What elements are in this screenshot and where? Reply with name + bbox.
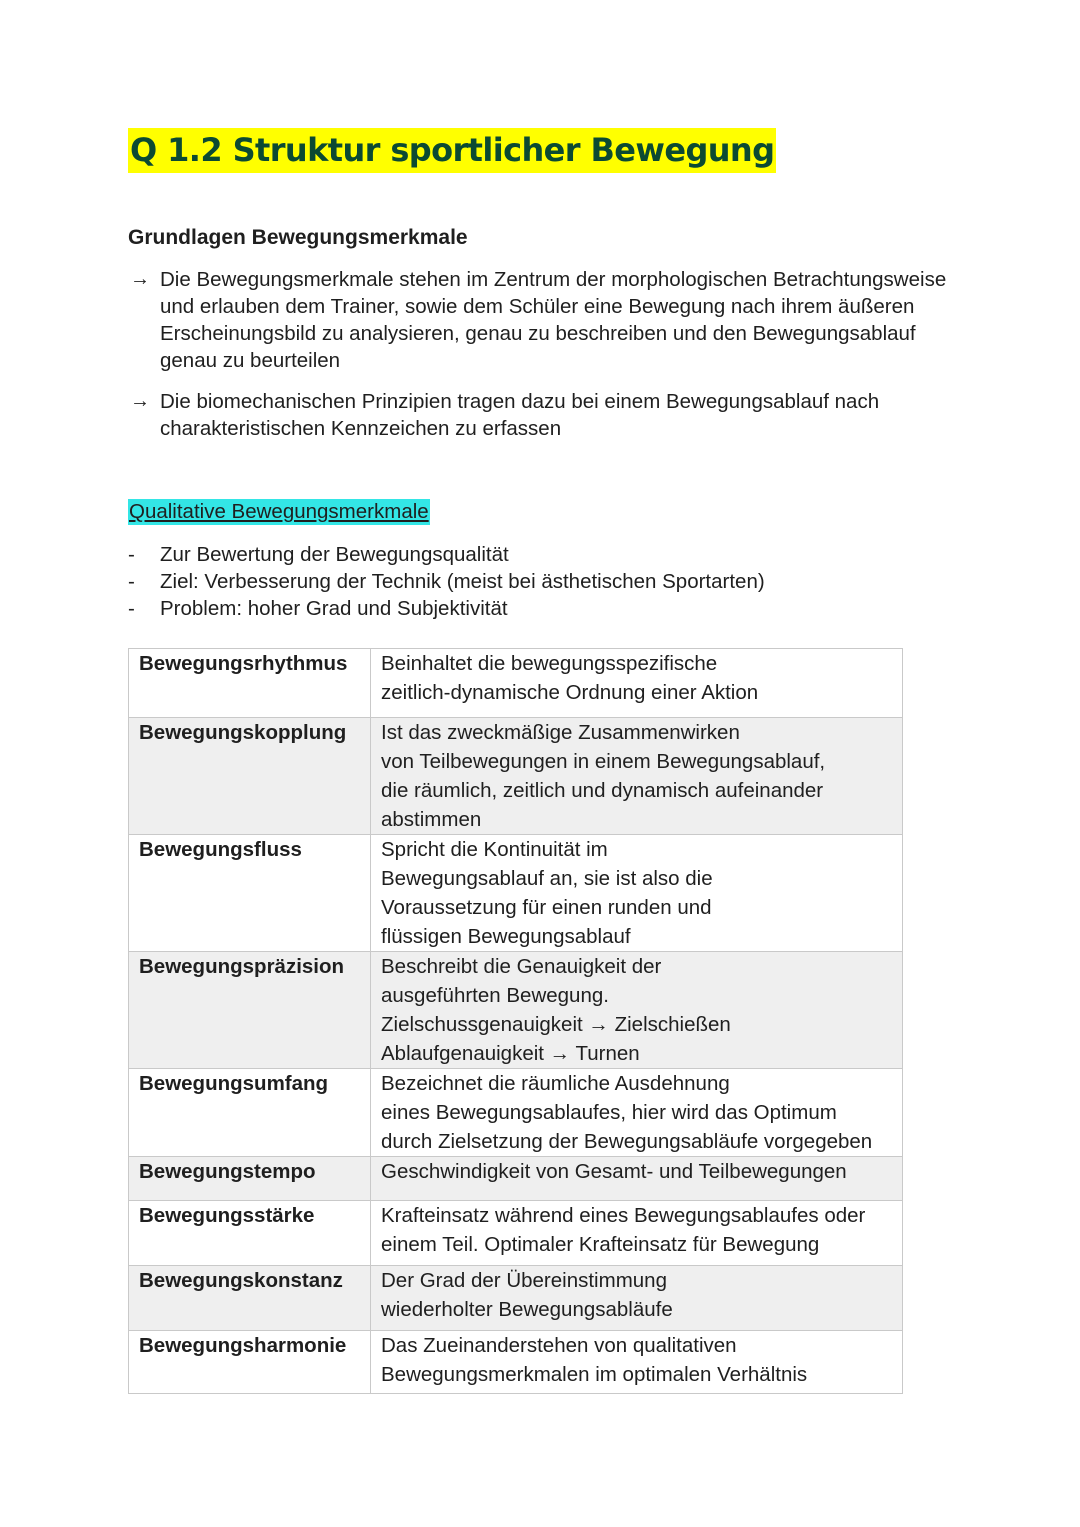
dash-point — [128, 541, 765, 568]
description-line: einem Teil. Optimaler Krafteinsatz für Bewegung — [381, 1233, 820, 1256]
description-line: zeitlich-dynamische Ordnung einer Aktion — [381, 681, 759, 704]
page-title: Q 1.2 Struktur sportlicher Bewegung — [128, 128, 776, 173]
description-line: flüssigen Bewegungsablauf — [381, 925, 631, 948]
description-line: Bezeichnet die räumliche Ausdehnung — [381, 1072, 730, 1095]
description-line: durch Zielsetzung der Bewegungsabläufe vorgegeben — [381, 1130, 873, 1153]
description-cell — [371, 1201, 903, 1266]
description-line: Bewegungsablauf an, sie ist also die — [381, 867, 713, 890]
section-heading: Grundlagen Bewegungsmerkmale — [128, 226, 468, 249]
term-cell: Bewegungsumfang — [129, 1069, 371, 1157]
table-row — [129, 649, 903, 718]
term-cell: Bewegungsstärke — [129, 1201, 371, 1266]
table-row — [129, 1331, 903, 1394]
description-line: Voraussetzung für einen runden und — [381, 896, 712, 919]
description-line: von Teilbewegungen in einem Bewegungsablauf, — [381, 750, 826, 773]
description-line: Spricht die Kontinuität im — [381, 838, 608, 861]
dash-point — [128, 568, 765, 595]
description-cell — [371, 952, 903, 1069]
arrow-point — [128, 388, 1018, 442]
table-row — [129, 1266, 903, 1331]
arrow-right-icon: → — [130, 268, 150, 290]
arrow-point-line: charakteristischen Kennzeichen zu erfassen — [160, 417, 562, 440]
description-line: Geschwindigkeit von Gesamt- und Teilbewegungen — [381, 1160, 847, 1183]
description-line: Krafteinsatz während eines Bewegungsablaufes oder — [381, 1204, 866, 1227]
merkmale-table — [128, 648, 903, 1394]
arrow-point-line: Erscheinungsbild zu analysieren, genau zu beschreiben und den Bewegungsablauf — [160, 322, 916, 345]
term-cell: Bewegungsharmonie — [129, 1331, 371, 1394]
arrow-point-line: Die biomechanischen Prinzipien tragen dazu bei einem Bewegungsablauf nach — [160, 390, 880, 413]
description-line: Der Grad der Übereinstimmung — [381, 1269, 667, 1292]
term-cell: Bewegungspräzision — [129, 952, 371, 1069]
table-row — [129, 835, 903, 952]
description-line: die räumlich, zeitlich und dynamisch aufeinander — [381, 779, 824, 802]
arrow-point — [128, 266, 1018, 374]
description-line: ausgeführten Bewegung. — [381, 984, 609, 1007]
description-line: Das Zueinanderstehen von qualitativen — [381, 1334, 737, 1357]
subheading: Qualitative Bewegungsmerkmale — [129, 500, 429, 523]
description-line: Bewegungsmerkmalen im optimalen Verhältnis — [381, 1363, 808, 1386]
description-cell — [371, 835, 903, 952]
dash-point-text: Problem: hoher Grad und Subjektivität — [160, 597, 508, 620]
term-cell: Bewegungstempo — [129, 1157, 371, 1201]
arrow-point-line: Die Bewegungsmerkmale stehen im Zentrum der morphologischen Betrachtungsweise — [160, 268, 947, 291]
description-cell — [371, 718, 903, 835]
dash-bullet: - — [128, 597, 135, 620]
term-cell: Bewegungsrhythmus — [129, 649, 371, 718]
arrow-point-line: genau zu beurteilen — [160, 349, 341, 372]
dash-point-text: Zur Bewertung der Bewegungsqualität — [160, 543, 509, 566]
description-cell — [371, 1331, 903, 1394]
term-cell: Bewegungskonstanz — [129, 1266, 371, 1331]
description-line: Beschreibt die Genauigkeit der — [381, 955, 662, 978]
term-cell: Bewegungsfluss — [129, 835, 371, 952]
arrow-point-line: und erlauben dem Trainer, sowie dem Schüler eine Bewegung nach ihrem äußeren — [160, 295, 915, 318]
description-line: wiederholter Bewegungsabläufe — [381, 1298, 673, 1321]
description-line: Ablaufgenauigkeit → Turnen — [381, 1042, 640, 1065]
description-line: Zielschussgenauigkeit → Zielschießen — [381, 1013, 731, 1036]
dash-list — [128, 541, 765, 622]
description-line: eines Bewegungsablaufes, hier wird das Optimum — [381, 1101, 837, 1124]
table-row — [129, 718, 903, 835]
description-line: Ist das zweckmäßige Zusammenwirken — [381, 721, 740, 744]
dash-bullet: - — [128, 570, 135, 593]
dash-bullet: - — [128, 543, 135, 566]
description-line: abstimmen — [381, 808, 482, 831]
dash-point-text: Ziel: Verbesserung der Technik (meist bei ästhetischen Sportarten) — [160, 570, 765, 593]
table-row — [129, 1069, 903, 1157]
description-cell — [371, 1266, 903, 1331]
term-cell: Bewegungskopplung — [129, 718, 371, 835]
description-line: Beinhaltet die bewegungsspezifische — [381, 652, 718, 675]
description-cell — [371, 1069, 903, 1157]
dash-point — [128, 595, 765, 622]
arrow-right-icon: → — [130, 390, 150, 412]
description-cell — [371, 1157, 903, 1201]
description-cell — [371, 649, 903, 718]
arrow-list — [128, 266, 1018, 456]
table-row — [129, 1201, 903, 1266]
table-row — [129, 952, 903, 1069]
table-row — [129, 1157, 903, 1201]
